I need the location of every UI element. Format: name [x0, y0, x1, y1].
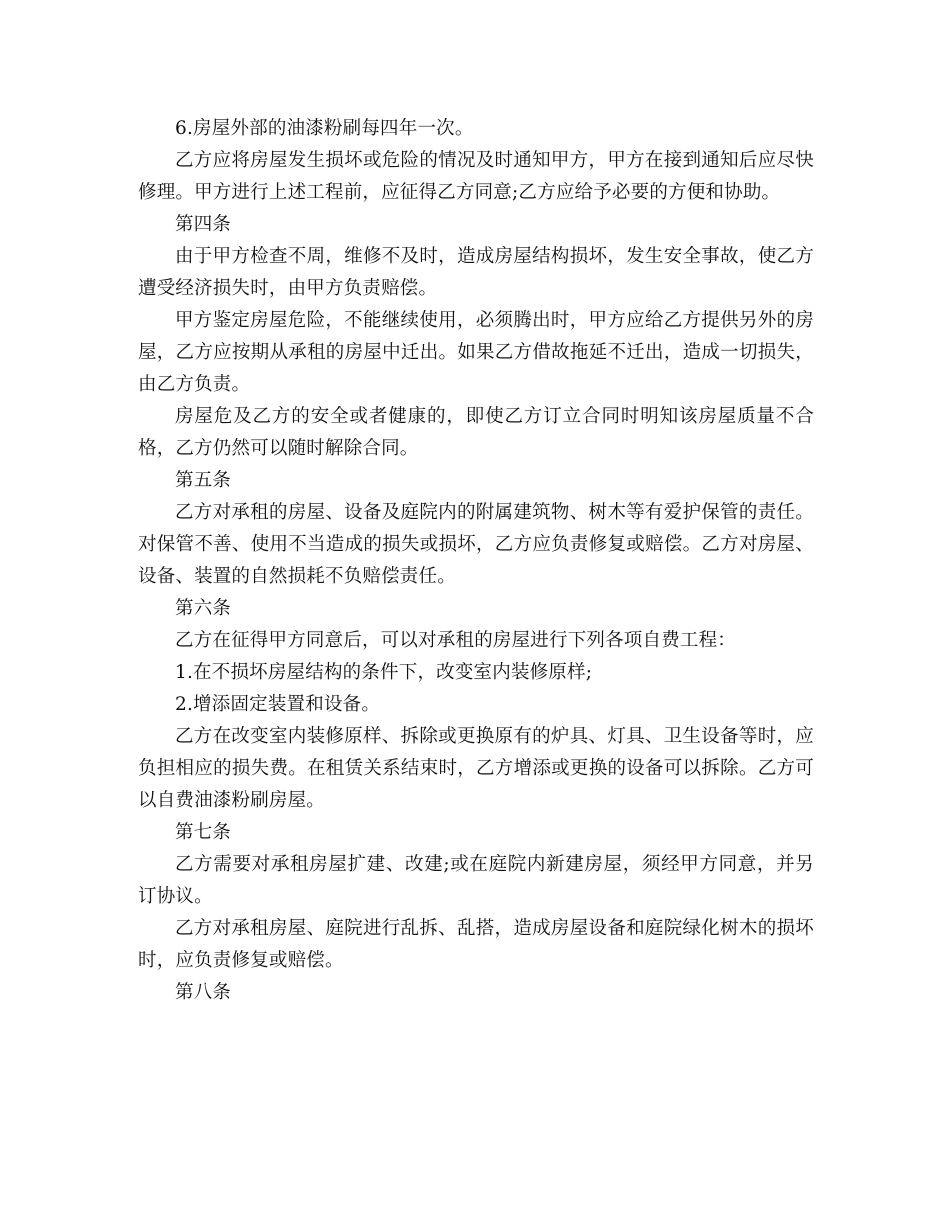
- paragraph: 由于甲方检查不周，维修不及时，造成房屋结构损坏，发生安全事故，使乙方遭受经济损失时，由甲方负责赔偿。: [138, 246, 814, 299]
- paragraph: 甲方鉴定房屋危险，不能继续使用，必须腾出时，甲方应给乙方提供另外的房屋，乙方应按期从承租的房屋中迁出。如果乙方借故拖延不迁出，造成一切损失，由乙方负责。: [138, 310, 814, 395]
- paragraph: 乙方对承租的房屋、设备及庭院内的附属建筑物、树木等有爱护保管的责任。对保管不善、使用不当造成的损失或损坏，乙方应负责修复或赔偿。乙方对房屋、设备、装置的自然损耗不负赔偿责任。: [138, 502, 814, 587]
- article-heading: 第五条: [175, 470, 232, 491]
- article-heading: 第八条: [175, 982, 232, 1003]
- list-item: 1.在不损坏房屋结构的条件下，改变室内装修原样;: [175, 662, 593, 683]
- paragraph: 乙方在征得甲方同意后，可以对承租的房屋进行下列各项自费工程：: [175, 630, 737, 651]
- paragraph: 乙方在改变室内装修原样、拆除或更换原有的炉具、灯具、卫生设备等时，应负担相应的损失费。在租赁关系结束时，乙方增添或更换的设备可以拆除。乙方可以自费油漆粉刷房屋。: [138, 726, 814, 811]
- article-heading: 第七条: [175, 822, 232, 843]
- paragraph: 房屋危及乙方的安全或者健康的，即使乙方订立合同时明知该房屋质量不合格，乙方仍然可以随时解除合同。: [138, 406, 814, 459]
- list-item: 2.增添固定装置和设备。: [175, 694, 381, 715]
- article-heading: 第四条: [175, 214, 232, 235]
- article-heading: 第六条: [175, 598, 232, 619]
- paragraph: 乙方对承租房屋、庭院进行乱拆、乱搭，造成房屋设备和庭院绿化树木的损坏时，应负责修复或赔偿。: [138, 918, 814, 971]
- paragraph: 乙方应将房屋发生损坏或危险的情况及时通知甲方，甲方在接到通知后应尽快修理。甲方进行上述工程前，应征得乙方同意;乙方应给予必要的方便和协助。: [138, 150, 814, 203]
- document-body: [138, 113, 814, 1009]
- paragraph: 乙方需要对承租房屋扩建、改建;或在庭院内新建房屋，须经甲方同意，并另订协议。: [138, 854, 814, 907]
- paragraph: 6.房屋外部的油漆粉刷每四年一次。: [175, 118, 474, 139]
